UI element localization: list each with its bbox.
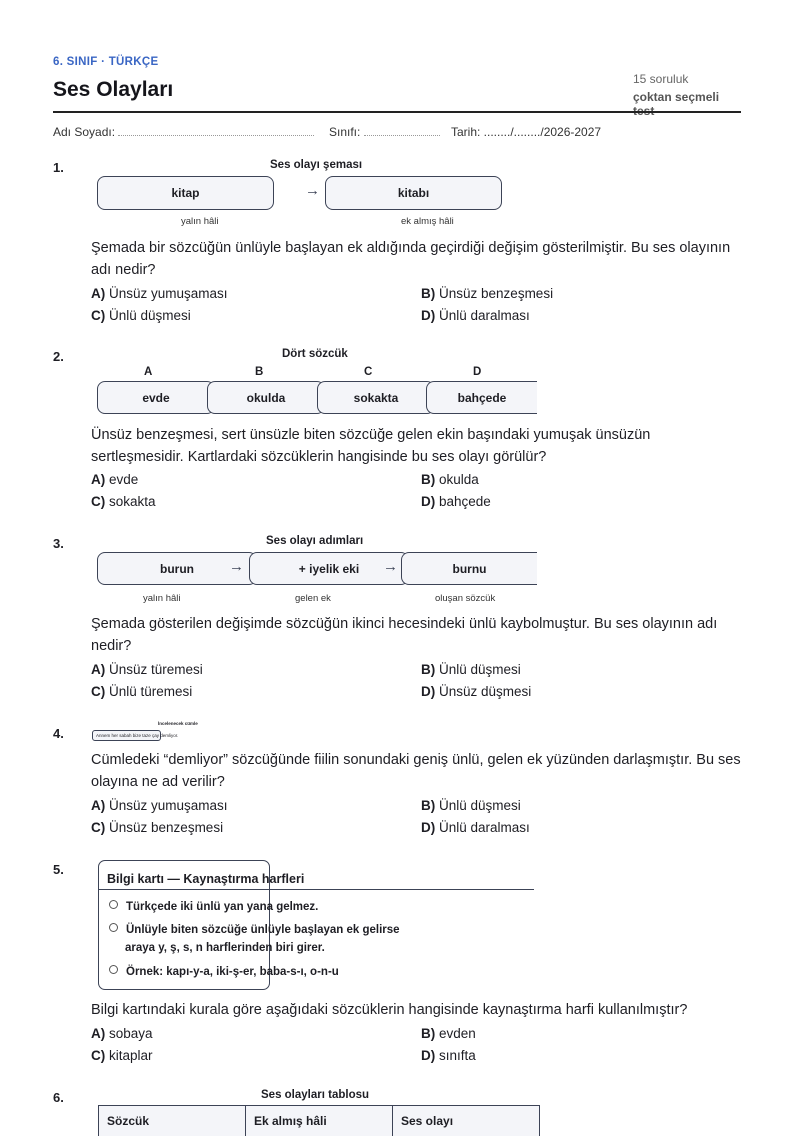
option-letter: A) <box>91 472 106 487</box>
option-a[interactable] <box>91 286 228 301</box>
option-b[interactable] <box>421 662 521 677</box>
card-letter: C <box>364 366 373 378</box>
arrow-right-icon: → <box>229 558 244 575</box>
figure-title: Ses olayı adımları <box>266 535 364 547</box>
option-c[interactable] <box>91 684 192 699</box>
question-number: 3. <box>53 536 64 551</box>
page-title: Ses Olayları <box>53 78 174 101</box>
question-number: 2. <box>53 349 64 364</box>
name-label: Adı Soyadı: <box>53 125 116 139</box>
word-card: okulda <box>207 381 325 414</box>
option-letter: D) <box>421 820 436 835</box>
option-b[interactable] <box>421 472 479 487</box>
option-d[interactable] <box>421 820 530 835</box>
word-card: evde <box>97 381 215 414</box>
question-text: Cümledeki “demliyor” sözcüğünde fiilin sonundaki geniş ünlü, gelen ek yüzünden darlaşmıştır. Bu ses olayına ne ad verilir? <box>91 752 741 790</box>
option-letter: A) <box>91 662 106 677</box>
figure-title: Dört sözcük <box>282 348 348 360</box>
option-text: evden <box>439 1026 476 1041</box>
sound-events-table <box>98 1105 540 1136</box>
table-header-cell: Ek almış hâli <box>246 1106 393 1136</box>
question-text: Şemada bir sözcüğün ünlüyle başlayan ek aldığında geçirdiği değişim gösterilmiştir. Bu ses olayının adı nedir? <box>91 240 731 278</box>
card-letter: B <box>255 366 264 378</box>
option-text: Ünsüz yumuşaması <box>109 286 228 301</box>
option-d[interactable] <box>421 308 530 323</box>
option-a[interactable] <box>91 1026 153 1041</box>
bullet-text: Ünlüyle biten sözcüğe ünlüyle başlayan ek gelirse <box>126 924 400 936</box>
option-letter: C) <box>91 820 106 835</box>
word-box: kitap <box>97 176 274 210</box>
step-caption: oluşan sözcük <box>435 593 496 604</box>
question-text: Şemada gösterilen değişimde sözcüğün ikinci hecesindeki ünlü kaybolmuştur. Bu ses olayının adı nedir? <box>91 616 718 654</box>
circle-bullet-icon <box>109 965 118 974</box>
name-field <box>53 125 314 139</box>
info-bullet <box>109 963 339 981</box>
option-letter: B) <box>421 1026 436 1041</box>
option-text: Ünsüz yumuşaması <box>109 798 228 813</box>
option-text: Ünlü düşmesi <box>109 308 191 323</box>
option-letter: D) <box>421 684 436 699</box>
option-text: sobaya <box>109 1026 153 1041</box>
option-text: okulda <box>439 472 479 487</box>
option-d[interactable] <box>421 684 531 699</box>
option-letter: C) <box>91 308 106 323</box>
option-text: Ünlü düşmesi <box>439 798 521 813</box>
box-caption: yalın hâli <box>181 216 219 227</box>
option-text: Ünlü daralması <box>439 308 530 323</box>
option-text: Ünsüz düşmesi <box>439 684 532 699</box>
bullet-text: Türkçede iki ünlü yan yana gelmez. <box>126 901 319 913</box>
option-c[interactable] <box>91 1048 153 1063</box>
table-header-cell: Sözcük <box>99 1106 246 1136</box>
question-text: Ünsüz benzeşmesi, sert ünsüzle biten sözcüğe gelen ekin başındaki yumuşak ünsüzün sertleşmesidir. Kartlardaki sözcüklerin hangisinde bu ses olayı görülür? <box>91 427 651 465</box>
question-number: 6. <box>53 1090 64 1105</box>
option-b[interactable] <box>421 1026 476 1041</box>
card-letter: A <box>144 366 153 378</box>
figure-title: İncelenecek cümle <box>158 721 198 726</box>
option-text: Ünlü türemesi <box>109 684 193 699</box>
figure-title: Ses olayları tablosu <box>261 1089 370 1101</box>
option-letter: C) <box>91 684 106 699</box>
option-letter: C) <box>91 1048 106 1063</box>
bullet-text: Örnek: kapı-y-a, iki-ş-er, baba-s-ı, o-n-u <box>126 966 339 978</box>
class-field <box>329 125 440 139</box>
option-b[interactable] <box>421 798 521 813</box>
circle-bullet-icon <box>109 900 118 909</box>
option-d[interactable] <box>421 494 491 509</box>
option-letter: A) <box>91 286 106 301</box>
word-box: kitabı <box>325 176 502 210</box>
step-box: burnu <box>401 552 537 585</box>
question-number: 1. <box>53 160 64 175</box>
name-blank <box>118 125 314 136</box>
sentence-box: Annem her sabah bize taze çay demliyor. <box>92 730 161 741</box>
option-letter: B) <box>421 798 436 813</box>
option-letter: D) <box>421 494 436 509</box>
option-text: Ünlü daralması <box>439 820 530 835</box>
step-box: + iyelik eki <box>249 552 409 585</box>
option-letter: A) <box>91 798 106 813</box>
option-letter: D) <box>421 1048 436 1063</box>
option-letter: D) <box>421 308 436 323</box>
option-text: Ünlü düşmesi <box>439 662 521 677</box>
option-text: evde <box>109 472 139 487</box>
option-text: Ünsüz benzeşmesi <box>439 286 554 301</box>
option-text: kitaplar <box>109 1048 153 1063</box>
option-letter: B) <box>421 286 436 301</box>
option-text: bahçede <box>439 494 491 509</box>
info-bullet-continuation: araya y, ş, s, n harflerinden biri girer. <box>125 942 325 954</box>
arrow-right-icon: → <box>383 558 398 575</box>
info-bullet <box>109 898 318 916</box>
option-text: sokakta <box>109 494 156 509</box>
step-box: burun <box>97 552 257 585</box>
option-a[interactable] <box>91 472 138 487</box>
word-card: sokakta <box>317 381 435 414</box>
option-text: Ünsüz benzeşmesi <box>109 820 224 835</box>
word-card: bahçede <box>426 381 537 414</box>
arrow-right-icon: → <box>305 182 320 199</box>
header-divider <box>53 111 741 113</box>
question-number: 5. <box>53 862 64 877</box>
option-c[interactable] <box>91 308 191 323</box>
question-text: Bilgi kartındaki kurala göre aşağıdaki sözcüklerin hangisinde kaynaştırma harfi kullanılmıştır? <box>91 1002 688 1018</box>
option-a[interactable] <box>91 662 203 677</box>
step-caption: gelen ek <box>295 593 331 604</box>
card-letter: D <box>473 366 482 378</box>
test-type: çoktan seçmeli <box>633 90 720 104</box>
option-text: sınıfta <box>439 1048 476 1063</box>
info-card-divider <box>98 889 534 890</box>
question-count: 15 soruluk <box>633 72 689 86</box>
subject-label: 6. SINIF · TÜRKÇE <box>53 56 159 68</box>
figure-title: Ses olayı şeması <box>270 159 363 171</box>
option-d[interactable] <box>421 1048 476 1063</box>
info-bullet <box>109 921 400 939</box>
class-label: Sınıfı: <box>329 125 361 139</box>
option-b[interactable] <box>421 286 553 301</box>
option-letter: C) <box>91 494 106 509</box>
class-blank <box>364 125 440 136</box>
date-field: Tarih: ......../......../2026-2027 <box>451 125 602 139</box>
question-number: 4. <box>53 726 64 741</box>
step-caption: yalın hâli <box>143 593 181 604</box>
option-letter: B) <box>421 662 436 677</box>
option-letter: B) <box>421 472 436 487</box>
info-card-title: Bilgi kartı — Kaynaştırma harfleri <box>107 872 305 886</box>
circle-bullet-icon <box>109 923 118 932</box>
option-letter: A) <box>91 1026 106 1041</box>
table-header-cell: Ses olayı <box>401 1114 454 1128</box>
option-c[interactable] <box>91 494 156 509</box>
option-text: Ünsüz türemesi <box>109 662 203 677</box>
option-a[interactable] <box>91 798 228 813</box>
option-c[interactable] <box>91 820 223 835</box>
box-caption: ek almış hâli <box>401 216 454 227</box>
